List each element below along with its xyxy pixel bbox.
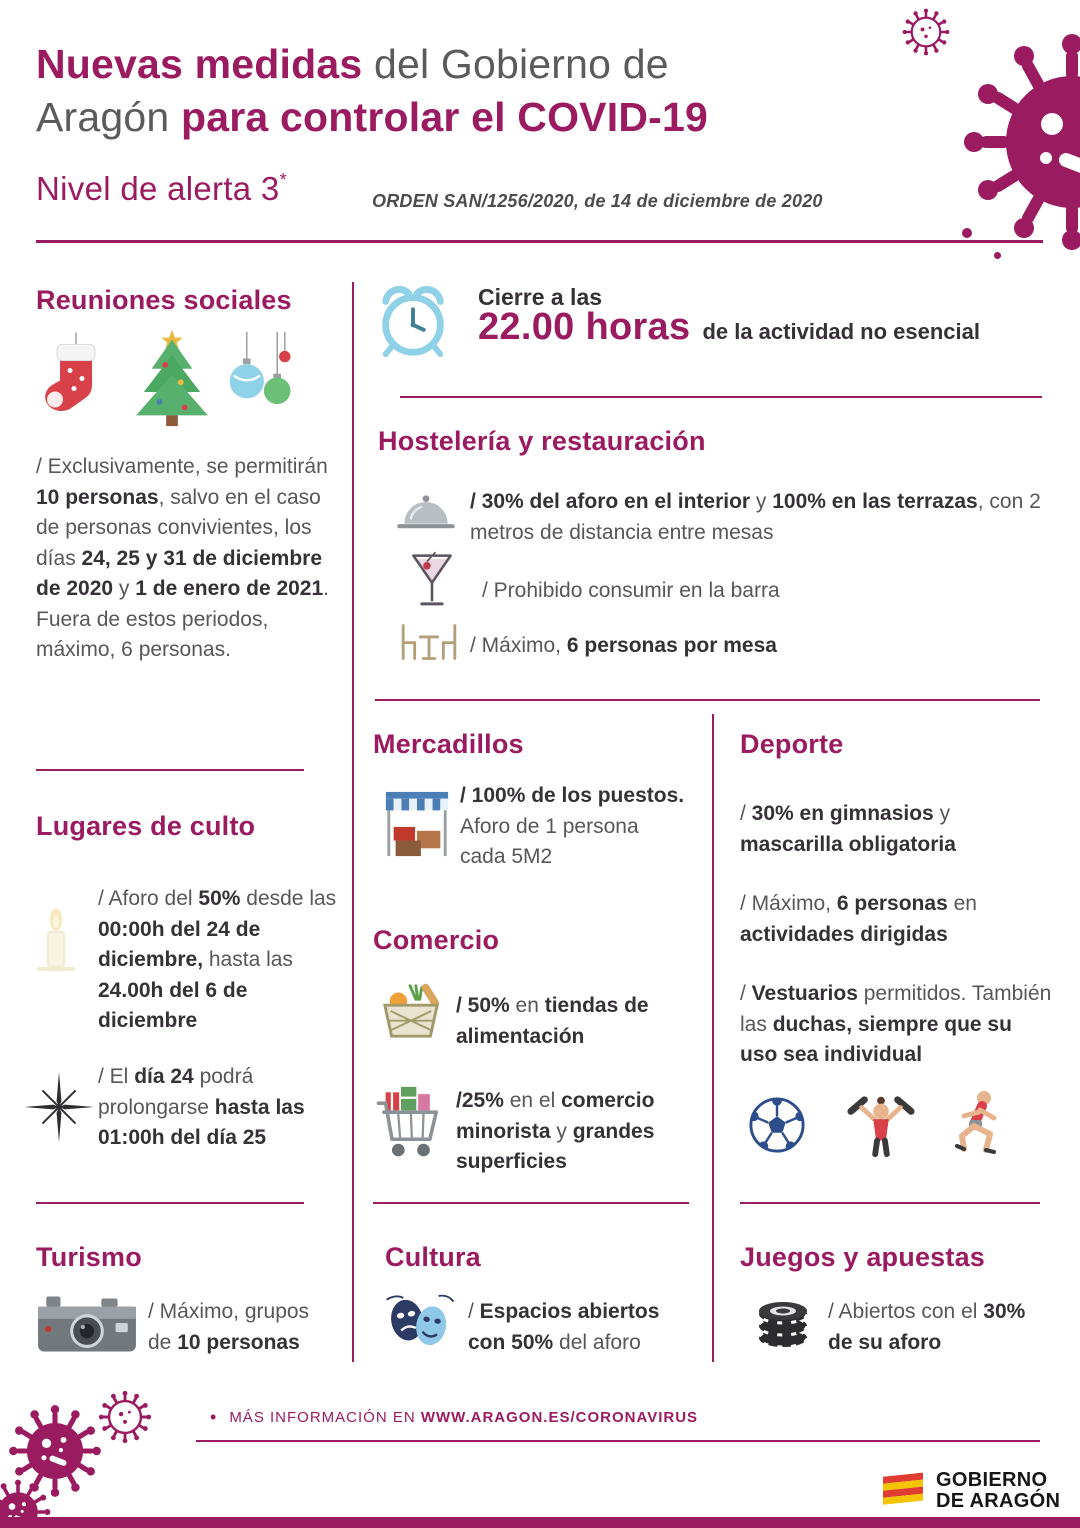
cultura-item-1: / Espacios abiertos con 50% del aforo <box>468 1300 660 1354</box>
more-info <box>210 1407 698 1428</box>
camera-icon <box>36 1292 138 1356</box>
runner-icon <box>944 1088 1008 1162</box>
decor-dot <box>994 252 1001 259</box>
section-title-juegos: Juegos y apuestas <box>740 1242 986 1272</box>
market-stall-icon <box>382 786 452 862</box>
logo-line1: GOBIERNO <box>936 1469 1048 1491</box>
deporte-item-3: / Vestuarios permitidos. También las duchas, siempre que su uso sea individual <box>740 982 1052 1066</box>
section-title-hosteleria: Hostelería y restauración <box>378 426 706 456</box>
alarm-clock-icon <box>372 280 454 362</box>
alert-level-asterisk: * <box>279 170 287 190</box>
reuniones-body: / Exclusivamente, se permitirán 10 personas, salvo en el caso de personas convivientes, los días 24, 25 y 31 de diciembre de 2020 y 1 de enero de 2021. Fuera de estos periodos, máximo, 6 personas. <box>36 455 330 661</box>
section-title-cultura: Cultura <box>385 1242 481 1272</box>
divider <box>400 396 1042 398</box>
order-reference: ORDEN SAN/1256/2020, de 14 de diciembre de 2020 <box>372 191 823 211</box>
header-rule <box>36 240 1043 243</box>
star-sparkle-icon <box>22 1070 96 1144</box>
decor-dot <box>962 228 972 238</box>
column-divider-left <box>352 282 354 1362</box>
closure-lead: Cierre a las <box>478 284 603 310</box>
column-divider-right <box>712 714 714 1362</box>
christmas-tree-icon <box>128 326 216 428</box>
divider <box>375 699 1040 701</box>
footer-rule <box>196 1440 1040 1442</box>
weightlifter-icon <box>844 1090 918 1160</box>
logo-line2: DE ARAGÓN <box>936 1490 1061 1512</box>
bottom-accent-bar <box>0 1517 1080 1528</box>
comercio-item-2: /25% en el comercio minorista y grandes superficies <box>456 1089 655 1173</box>
more-info-text: MÁS INFORMACIÓN EN WWW.ARAGON.ES/CORONAVIRUS <box>229 1409 699 1426</box>
virus-icon-large-top <box>952 22 1080 262</box>
logo-text <box>936 1470 1060 1512</box>
virus-icon-small-top <box>900 6 952 58</box>
section-title-mercadillos: Mercadillos <box>373 729 524 759</box>
alert-level-text: Nivel de alerta 3 <box>36 170 280 207</box>
cocktail-glass-icon <box>410 546 454 616</box>
food-basket-icon <box>377 978 445 1042</box>
theater-masks-icon <box>381 1290 459 1354</box>
turismo-item-1: / Máximo, grupos de 10 personas <box>148 1300 310 1354</box>
aragon-flag-icon <box>880 1471 928 1511</box>
shopping-cart-gifts-icon <box>373 1080 447 1166</box>
gobierno-aragon-logo <box>880 1470 1060 1512</box>
bullet-icon: • <box>210 1407 218 1427</box>
section-title-comercio: Comercio <box>373 925 500 955</box>
section-title-reuniones: Reuniones sociales <box>36 285 292 315</box>
table-and-chairs-icon <box>396 618 462 666</box>
candle-icon <box>20 905 92 977</box>
soccer-ball-icon <box>748 1096 806 1154</box>
christmas-ornaments-icon <box>224 330 300 424</box>
comercio-item-1: / 50% en tiendas de alimentación <box>456 994 649 1048</box>
closure-rest: de la actividad no esencial <box>702 319 980 344</box>
closure-row <box>478 306 980 349</box>
alert-level <box>36 170 287 208</box>
divider <box>36 1202 304 1204</box>
divider <box>373 1202 689 1204</box>
juegos-item-1: / Abiertos con el 30% de su aforo <box>828 1300 1026 1354</box>
page-title-line1: Nuevas medidas del Gobierno de <box>36 41 669 87</box>
hosteleria-item-2: / Prohibido consumir en la barra <box>482 579 780 602</box>
mercadillos-item-1: / 100% de los puestos. Aforo de 1 persona cada 5M2 <box>460 784 685 868</box>
page-title <box>36 38 896 144</box>
divider <box>740 1202 1040 1204</box>
deporte-item-1: / 30% en gimnasios y mascarilla obligatoria <box>740 802 956 856</box>
section-title-culto: Lugares de culto <box>36 811 256 841</box>
closure-time: 22.00 horas <box>478 306 691 348</box>
christmas-stocking-icon <box>40 330 110 426</box>
culto-item-1: / Aforo del 50% desde las 00:00h del 24 de diciembre, hasta las 24.00h del 6 de diciembre <box>98 887 337 1032</box>
food-cloche-icon <box>396 490 456 534</box>
section-title-deporte: Deporte <box>740 729 844 759</box>
hosteleria-item-3: / Máximo, 6 personas por mesa <box>470 634 777 657</box>
deporte-item-2: / Máximo, 6 personas en actividades dirigidas <box>740 892 977 946</box>
hosteleria-item-1: / 30% del aforo en el interior y 100% en las terrazas, con 2 metros de distancia entre mesas <box>470 490 1041 544</box>
casino-chips-icon <box>751 1289 815 1353</box>
section-title-turismo: Turismo <box>36 1242 142 1272</box>
culto-item-2: / El día 24 podrá prolongarse hasta las 01:00h del día 25 <box>98 1065 305 1149</box>
divider <box>36 769 304 771</box>
page-title-line2: Aragón para controlar el COVID-19 <box>36 94 708 140</box>
